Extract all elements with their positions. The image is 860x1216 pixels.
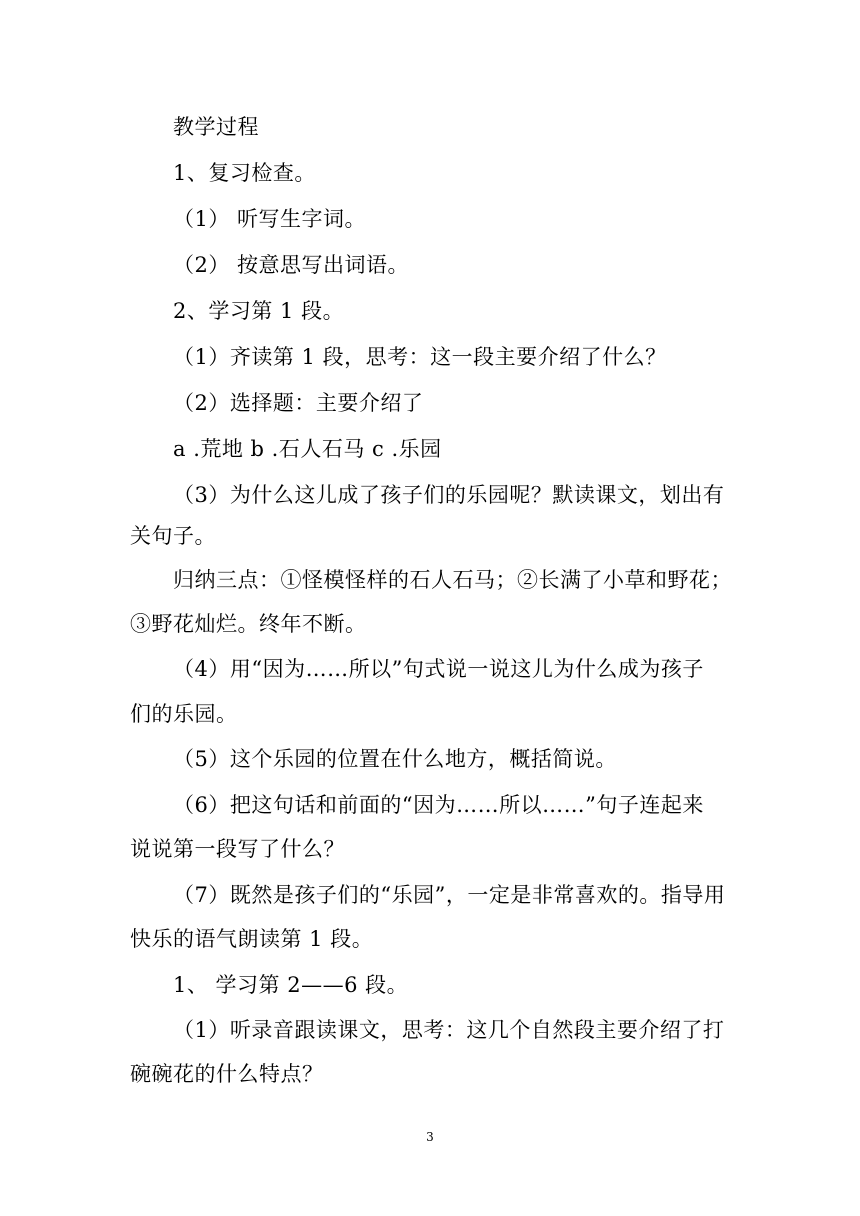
paragraph-line: a .荒地 b .石人石马 c .乐园 — [173, 437, 442, 461]
paragraph-line: （6）把这句话和前面的“因为……所以……”句子连起来 — [173, 793, 704, 817]
paragraph-line: （1） 听写生字词。 — [173, 207, 367, 231]
paragraph-line: 快乐的语气朗读第 1 段。 — [130, 927, 374, 951]
paragraph-line: ③野花灿烂。终年不断。 — [130, 612, 367, 636]
paragraph-line: 们的乐园。 — [130, 702, 238, 726]
paragraph-line: （2） 按意思写出词语。 — [173, 253, 410, 277]
paragraph-line: （2）选择题：主要介绍了 — [173, 391, 424, 415]
paragraph-line: （5）这个乐园的位置在什么地方，概括简说。 — [173, 747, 617, 771]
paragraph-line: （1）听录音跟读课文，思考：这几个自然段主要介绍了打 — [173, 1018, 725, 1042]
page-number: 3 — [426, 1130, 434, 1144]
paragraph-line: 碗碗花的什么特点？ — [130, 1062, 324, 1086]
step-heading: 1、 学习第 2——6 段。 — [173, 973, 409, 997]
paragraph-line: 说说第一段写了什么？ — [130, 837, 345, 861]
paragraph-line: （3）为什么这儿成了孩子们的乐园呢？默读课文，划出有 — [173, 483, 725, 507]
paragraph-line: （1）齐读第 1 段，思考：这一段主要介绍了什么？ — [173, 345, 667, 369]
section-heading: 教学过程 — [173, 115, 259, 139]
paragraph-line: 关句子。 — [130, 524, 216, 548]
step-heading: 2、学习第 1 段。 — [173, 299, 345, 323]
paragraph-line: （4）用“因为……所以”句式说一说这儿为什么成为孩子 — [173, 657, 704, 681]
step-heading: 1、复习检查。 — [173, 161, 316, 185]
paragraph-line: 归纳三点：①怪模怪样的石人石马；②长满了小草和野花； — [173, 568, 732, 592]
paragraph-line: （7）既然是孩子们的“乐园”，一定是非常喜欢的。指导用 — [173, 883, 726, 907]
